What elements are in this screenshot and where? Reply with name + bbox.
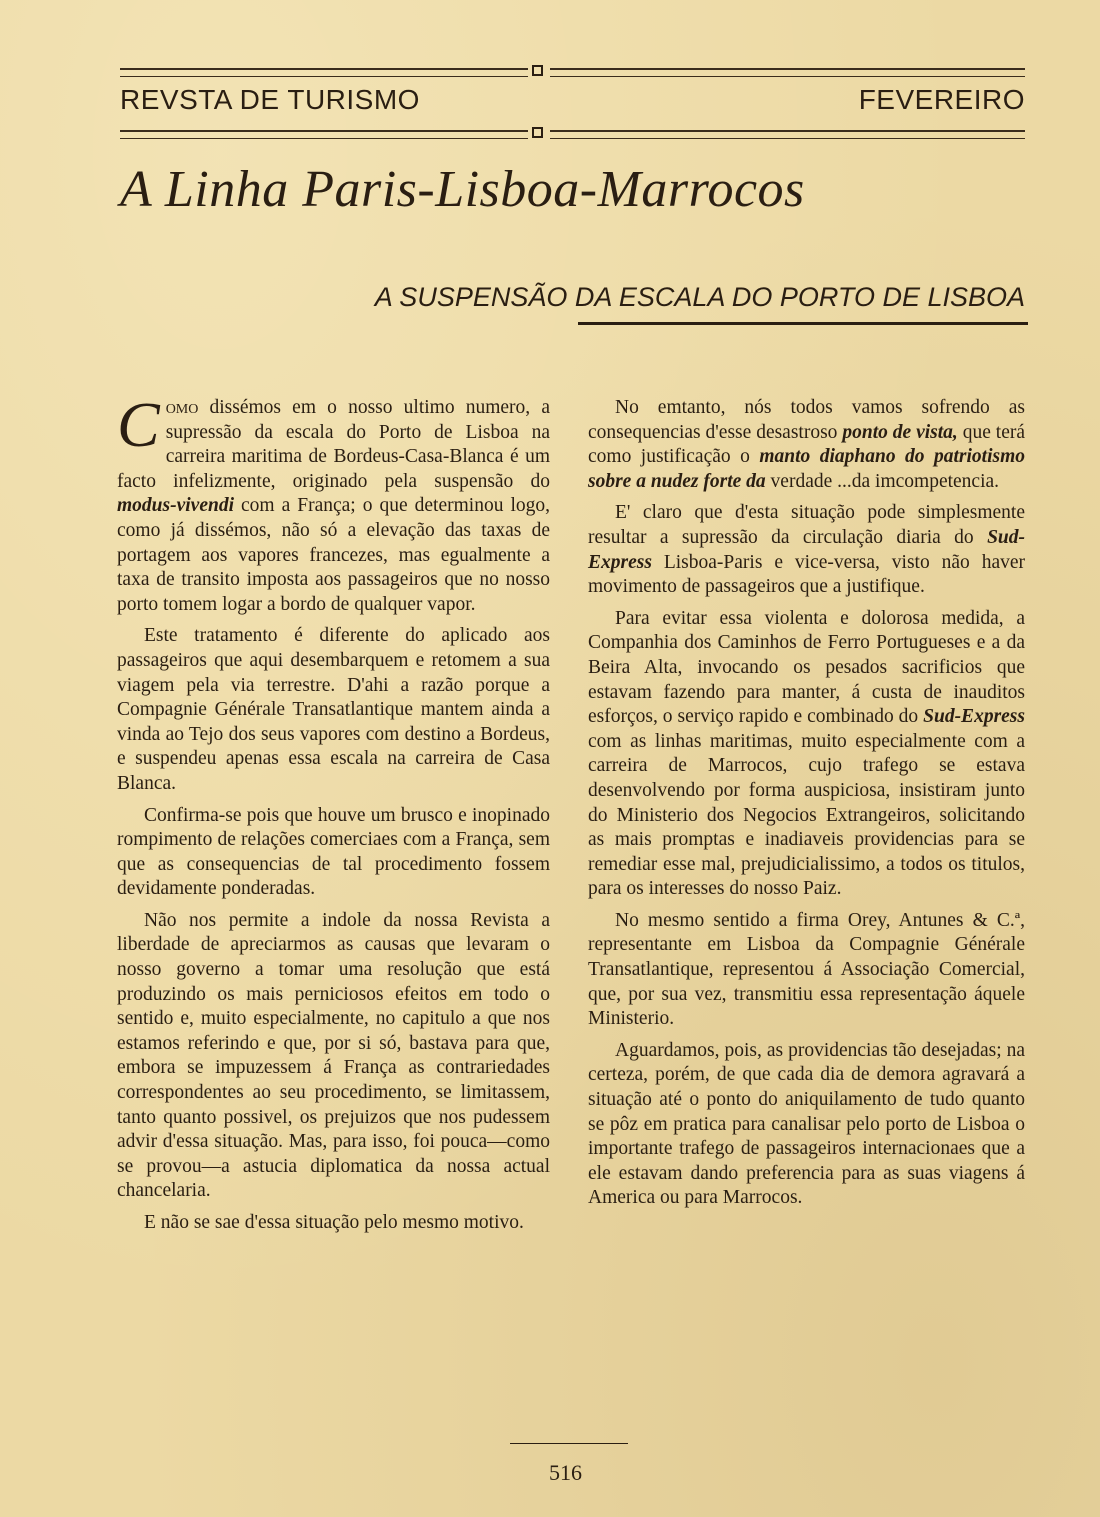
text-run: verdade ...da imcompetencia. [765,470,1000,492]
text-run: Para evitar essa violenta e dolorosa medida, a Companhia dos Caminhos de Ferro Portugueses e a da Beira Alta, invocando os pesados sacrificios que estavam fazendo para manter, á custa de inauditos esforços, o serviço rapido e combinado do [588,607,1025,728]
text-run: omo [165,397,199,418]
paragraph [588,607,1025,902]
paragraph: Confirma-se pois que houve um brusco e inopinado rompimento de relações comerciaes com a França, sem que as consequencias de tal procedimento fossem devidamente ponderadas. [117,804,550,900]
paragraph: Este tratamento é diferente do aplicado aos passageiros que aqui desembarquem e retomem a sua viagem pela via terrestre. D'ahi a razão porque a Compagnie Générale Transatlantique mantem ainda a vinda ao Tejo dos seus vapores com destino a Bordeus, e suspendeu apenas essa escala na carreira de Casa Blanca. [117,625,550,794]
header-top-rule [120,66,1025,78]
right-column [588,396,1025,1211]
paragraph [588,501,1025,599]
text-run: que terá como justificação o [588,421,1025,468]
italic-term: Sud-Express [923,706,1025,728]
italic-term: manto diaphano do patriotismo sobre a nudez forte da [588,446,1025,492]
italic-term: Sud-Express [588,526,1025,573]
text-run: E' claro que d'esta situação pode simplesmente resultar a supressão da circulação diaria do [588,502,1025,548]
italic-term: ponto de vista, [842,421,958,443]
article-subtitle: A SUSPENSÃO DA ESCALA DO PORTO DE LISBOA [374,282,1025,312]
subtitle-underline [578,322,1028,325]
text-run: dissémos em o nosso ultimo numero, a supressão da escala do Porto de Lisboa na carreira maritima de Bordeus-Casa-Blanca é um facto infelizmente, originado pela suspensão do [117,397,550,492]
paragraph [117,389,550,617]
paragraph [588,396,1025,494]
header-bottom-rule [120,128,1025,140]
magazine-name: REVSTA DE TURISMO [120,84,420,115]
text-run: com a França; o que determinou logo, como já dissémos, não só a elevação das taxas de portagem aos vapores francezes, mas egualmente a taxa de transito imposta aos passageiros que no nosso porto tomem logar a bordo de qualquer vapor. [117,495,550,615]
ornament-square-icon [532,65,543,76]
paragraph: Aguardamos, pois, as providencias tão desejadas; na certeza, porém, de que cada dia de demora agravará a situação até o ponto do aniquilamento de tudo quanto se pôz em pratica para canalisar pelo porto de Lisboa o importante trafego de passageiros internacionaes que a ele estavam dando preferencia para as suas viagens á America ou para Marrocos. [588,1039,1025,1209]
issue-month: FEVEREIRO [858,84,1025,115]
page-number: 516 [549,1460,582,1485]
text-run: No emtanto, nós todos vamos sofrendo as consequencias d'esse desastroso [588,397,1025,443]
text-run: com as linhas maritimas, muito especialmente com a carreira de Marrocos, cujo trafego se estava desenvolvendo por forma auspiciosa, insistiram junto do Ministerio dos Negocios Extrangeiros, solicitando as mais promptas e inadiaveis providencias para se remediar esse mal, prejudicialissimo, a todos os titulos, para os interesses do nosso Paiz. [588,730,1025,900]
left-column [117,389,550,1236]
article-title: A Linha Paris-Lisboa-Marrocos [120,161,805,218]
paragraph: No mesmo sentido a firma Orey, Antunes & C.ª, representante em Lisboa da Compagnie Générale Transatlantique, representou á Associação Comercial, que, por sua vez, transmitiu essa representação áquele Ministerio. [588,909,1025,1030]
paragraph: Não nos permite a indole da nossa Revista a liberdade de apreciarmos as causas que levaram o nosso governo a tomar uma resolução que está produzindo os mais perniciosos efeitos em todo o sentido e, muito especialmente, no capitulo a que nos estamos referindo e que, por si só, bastava para que, embora se impuzessem á França as contrariedades correspondentes ao seu procedimento, se limitassem, tanto quanto possivel, os prejuizos que nos pudessem advir d'essa situação. Mas, para isso, foi pouca—como se provou—a astucia diplomatica da nossa actual chancelaria. [117,909,550,1202]
ornament-square-icon [532,127,543,138]
text-run: Lisboa-Paris e vice-versa, visto não haver movimento de passageiros que a justifique. [588,551,1025,598]
drop-cap: C [117,389,160,460]
italic-term: modus-vivendi [117,495,234,517]
footer-rule [510,1443,628,1444]
paragraph: E não se sae d'essa situação pelo mesmo motivo. [144,1212,524,1233]
